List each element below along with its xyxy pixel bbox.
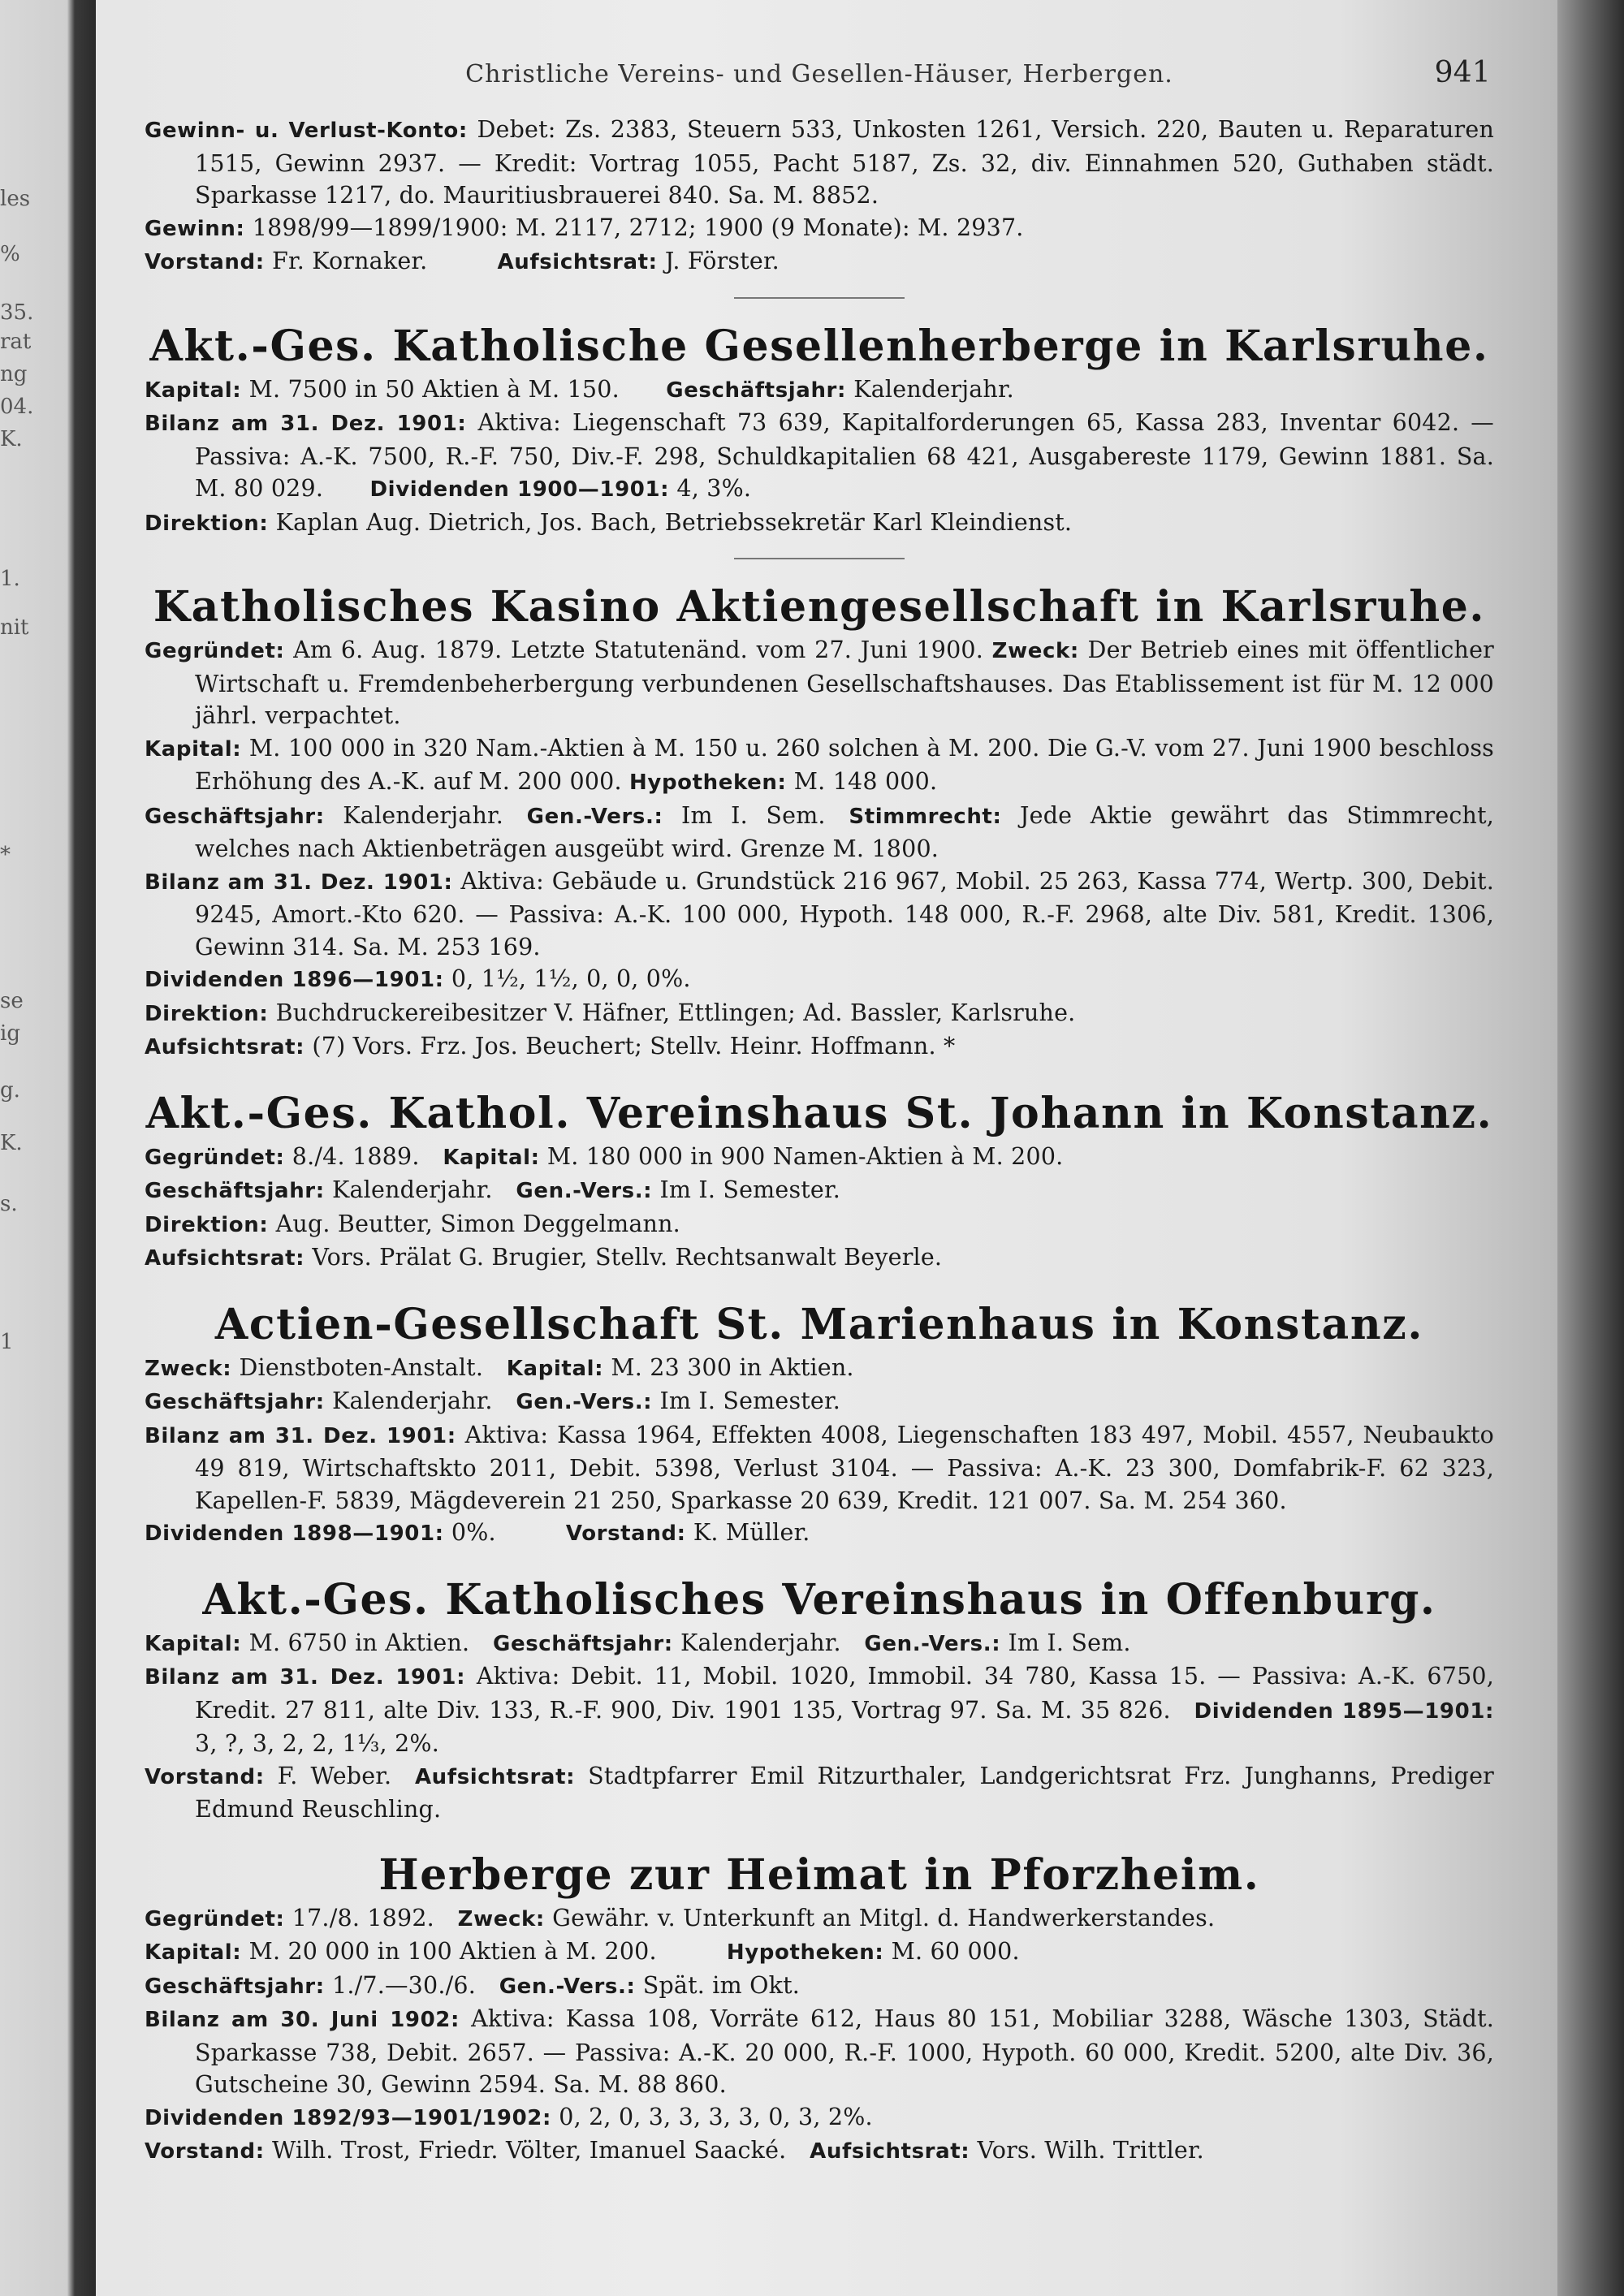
field-key: Geschäftsjahr: [493,1631,673,1656]
field-key: Dividenden 1898—1901: [145,1521,444,1546]
company-title: Katholisches Kasino Aktiengesellschaft in Karlsruhe. [153,582,1486,632]
company-entry [145,580,1494,1064]
field-value: Im I. Sem. [680,801,826,829]
field-value: Aktiva: Liegenschaft 73 639, Kapitalforderungen 65, Kassa 283, Inventar 6042. — Passiva: A.-K. 7500, R.-F. 750, Div.-F. 298, Schuldkapitalien 68 421, Ausgabereste 1179, Gewinn 1881. Sa. M. 80 029. [195,409,1494,502]
field-key: Geschäftsjahr: [666,378,846,403]
field-value: Aktiva: Kassa 108, Vorräte 612, Haus 80 151, Mobiliar 3288, Wäsche 1303, Städt. Sparkasse 738, Debit. 2657. — Passiva: A.-K. 20 000, R.-F. 1000, Hypoth. 60 000, Kredit. 5200, alte Div. 36, Gutscheine 30, Gewinn 2594. Sa. M. 88 860. [195,2005,1494,2098]
entry-line [145,1936,1494,1970]
entry-line [145,1174,1494,1208]
field-value: Im I. Sem. [1008,1629,1131,1656]
field-value: Buchdruckereibesitzer V. Häfner, Ettlingen; Ad. Bassler, Karlsruhe. [275,999,1076,1026]
company-entry [145,1849,1494,2169]
field-key: Geschäftsjahr: [145,1179,325,1203]
entry-line [145,507,1494,541]
field-value: Kalenderjahr. [332,1176,493,1203]
entry-line [145,1141,1494,1175]
neighbour-fragment: g. [0,1078,20,1103]
field-key: Bilanz am 30. Juni 1902: [145,2008,460,2032]
neighbour-fragment: 04. [0,395,34,419]
field-value: Kalenderjahr. [680,1629,841,1656]
page-content [145,58,1494,2169]
spacer [145,1826,1494,1849]
neighbour-fragment: * [0,843,11,867]
neighbour-fragment: 1. [0,567,20,591]
company-title: Herberge zur Heimat in Pforzheim. [378,1849,1260,1900]
entry-line [145,1902,1494,1936]
field-value: M. 23 300 in Aktien. [611,1353,854,1381]
field-key: Gegründet: [145,1906,285,1931]
field-value: Der Betrieb eines mit öffentlicher Wirtschaft u. Fremdenbeherbergung verbundenen Gesellschaftshauses. Das Etablissement ist für M. 12 000 jährl. verpachtet. [195,637,1494,729]
field-key: Gegründet: [145,1145,285,1170]
field-key: Gen.-Vers.: [516,1390,653,1414]
entry-line [145,1208,1494,1242]
field-value: Kalenderjahr. [853,375,1014,403]
field-key: Vorstand: [145,1764,265,1789]
prev-entry-profit-loss [145,114,1494,212]
field-value: K. Müller. [693,1519,810,1546]
field-key: Gegründet: [145,639,285,663]
field-value: Am 6. Aug. 1879. Letzte Statutenänd. vom 27. Juni 1900. [293,637,983,663]
field-key: Kapital: [145,736,242,762]
prev-entry-vorstand [145,245,1494,279]
entry-line [145,373,1494,408]
spacer [145,1275,1494,1298]
field-key: Zweck: [457,1906,545,1931]
field-key: Dividenden 1900—1901: [369,477,670,502]
entry-line [145,1970,1494,2004]
company-title: Actien-Gesellschaft St. Marienhaus in Konstanz. [214,1299,1424,1349]
company-entry [145,320,1494,541]
entry-line [145,1419,1494,1517]
field-value: Kaplan Aug. Dietrich, Jos. Bach, Betriebssekretär Karl Kleindienst. [275,508,1073,536]
entry-line [145,2003,1494,2101]
field-key: Vorstand: [145,250,265,274]
field-value: 1./7.—30./6. [332,1971,477,1999]
field-key: Dividenden 1895—1901: [1194,1698,1495,1724]
field-key: Kapital: [506,1356,604,1381]
field-key: Aufsichtsrat: [145,1246,305,1271]
field-value: Vors. Prälat G. Brugier, Stellv. Rechtsanwalt Beyerle. [312,1244,943,1271]
field-key: Kapital: [145,1940,242,1965]
company-title: Akt.-Ges. Kathol. Vereinshaus St. Johann in Konstanz. [145,1088,1493,1138]
field-key: Gen.-Vers.: [516,1179,653,1203]
field-value: (7) Vors. Frz. Jos. Beuchert; Stellv. Heinr. Hoffmann. * [312,1033,956,1060]
entry-line [145,2101,1494,2135]
entry-line [145,1385,1494,1419]
neighbour-fragment: rat [0,330,32,354]
company-entry [145,1573,1494,1826]
field-value: J. Förster. [664,248,780,274]
company-entry [145,1298,1494,1551]
entry-line [145,1760,1494,1826]
page-number: 941 [1434,56,1491,89]
field-value: Dienstboten-Anstalt. [239,1353,484,1381]
field-key: Zweck: [991,639,1079,663]
field-key: Gewinn: [145,216,245,241]
running-head-title: Christliche Vereins- und Gesellen-Häuser, Herbergen. [465,60,1173,88]
field-key: Vorstand: [565,1521,686,1546]
entry-line [145,1627,1494,1661]
neighbour-fragment: les [0,187,31,211]
field-value: Vors. Wilh. Trittler. [977,2137,1204,2164]
field-key: Gen.-Vers.: [526,804,663,829]
running-head [145,58,1494,104]
field-value: 0%. [451,1519,496,1546]
field-key: Direktion: [145,1212,269,1237]
right-page-edge [1557,0,1624,2296]
field-value: 4, 3%. [676,475,752,502]
field-value: M. 100 000 in 320 Nam.-Aktien à M. 150 u. 260 solchen à M. 200. Die G.-V. vom 27. Juni 1900 beschloss Erhöhung des A.-K. auf M. 200 000. [195,734,1495,795]
neighbour-fragment: % [0,242,20,266]
company-entry [145,1087,1494,1275]
field-value: Wilh. Trost, Friedr. Völter, Imanuel Saacké. [272,2137,787,2164]
field-key: Kapital: [443,1145,540,1170]
company-title: Akt.-Ges. Katholische Gesellenherberge in Karlsruhe. [149,321,1489,371]
entry-line [145,963,1494,997]
field-value: Aug. Beutter, Simon Deggelmann. [275,1210,680,1237]
field-value: M. 148 000. [793,768,938,795]
scanned-page [96,0,1557,2296]
field-key: Bilanz am 31. Dez. 1901: [145,412,467,436]
entry-line [145,800,1494,865]
field-key: Aufsichtsrat: [497,250,658,274]
field-value: Spät. im Okt. [642,1971,801,1999]
neighbour-page-fragments [0,0,73,2296]
field-key: Direktion: [145,1001,269,1026]
field-value: 17./8. 1892. [292,1904,434,1931]
field-value: 0, 1½, 1½, 0, 0, 0%. [451,965,691,992]
field-key: Bilanz am 31. Dez. 1901: [145,1665,466,1690]
entry-line [145,1352,1494,1386]
neighbour-fragment: ig [0,1021,20,1046]
field-value: M. 20 000 in 100 Aktien à M. 200. [248,1938,657,1965]
field-value: 8./4. 1889. [292,1142,420,1170]
field-key: Geschäftsjahr: [145,1390,325,1414]
field-key: Aufsichtsrat: [810,2139,970,2164]
field-value: 0, 2, 0, 3, 3, 3, 3, 0, 3, 2%. [559,2103,873,2130]
field-value: M. 180 000 in 900 Namen-Aktien à M. 200. [546,1142,1064,1170]
field-value: Fr. Kornaker. [272,248,428,274]
field-key: Vorstand: [145,2139,265,2164]
field-value: M. 6750 in Aktien. [248,1629,470,1656]
field-key: Bilanz am 31. Dez. 1901: [145,870,453,895]
field-value: Im I. Semester. [659,1388,840,1414]
neighbour-fragment: nit [0,615,29,640]
neighbour-fragment: 35. [0,300,34,325]
entry-line [145,634,1494,732]
neighbour-fragment: K. [0,427,23,451]
entry-line [145,1660,1494,1760]
field-key: Zweck: [145,1356,232,1381]
field-value: Debet: Zs. 2383, Steuern 533, Unkosten 1261, Versich. 220, Bauten u. Reparaturen 1515, Gewinn 2937. — Kredit: Vortrag 1055, Pacht 5187, Zs. 32, div. Einnahmen 520, Guthaben städt. Sparkasse 1217, do. Mauritiusbrauerei 840. Sa. M. 8852. [195,116,1494,209]
field-key: Stimmrecht: [849,804,1002,829]
field-key: Aufsichtsrat: [414,1764,576,1789]
entry-line [145,1030,1494,1064]
field-key: Gen.-Vers.: [864,1631,1001,1656]
field-value: Kalenderjahr. [343,801,503,829]
field-value: Aktiva: Debit. 11, Mobil. 1020, Immobil. 34 780, Kassa 15. — Passiva: A.-K. 6750, Kredit. 27 811, alte Div. 133, R.-F. 900, Div. 1901 135, Vortrag 97. Sa. M. 35 826. [195,1663,1494,1724]
field-value: Aktiva: Gebäude u. Grundstück 216 967, Mobil. 25 263, Kassa 774, Wertp. 300, Debit. 9245, Amort.-Kto 620. — Passiva: A.-K. 100 000, Hypoth. 148 000, R.-F. 2968, alte Div. 581, Kredit. 1306, Gewinn 314. Sa. M. 253 169. [195,867,1495,960]
entry-line [145,997,1494,1031]
prev-entry-gewinn [145,212,1494,246]
field-value: Stadtpfarrer Emil Ritzurthaler, Landgerichtsrat Frz. Junghanns, Prediger Edmund Reuschling. [195,1762,1495,1823]
field-value: M. 60 000. [891,1938,1020,1965]
neighbour-fragment: K. [0,1131,23,1155]
field-key: Hypotheken: [629,770,787,795]
field-value: F. Weber. [277,1762,392,1789]
field-key: Gewinn- u. Verlust-Konto: [145,119,468,143]
field-value: Jede Aktie gewährt das Stimmrecht, welches nach Aktienbeträgen ausgeübt wird. Grenze M. 1800. [195,801,1495,862]
entry-line [145,2134,1494,2169]
neighbour-fragment: s. [0,1192,18,1216]
spacer [145,1551,1494,1573]
separator-rule [734,558,905,559]
field-value: Kalenderjahr. [332,1388,493,1414]
company-title: Akt.-Ges. Katholisches Vereinshaus in Offenburg. [202,1574,1436,1625]
entry-line [145,407,1494,507]
field-key: Hypotheken: [726,1940,884,1965]
field-key: Bilanz am 31. Dez. 1901: [145,1423,456,1448]
prev-entry [145,114,1494,279]
field-key: Gen.-Vers.: [499,1974,636,1999]
spacer [145,1064,1494,1087]
field-key: Aufsichtsrat: [145,1035,305,1060]
field-value: 1898/99—1899/1900: M. 2117, 2712; 1900 (9 Monate): M. 2937. [252,214,1024,241]
separator-rule [734,297,905,299]
field-key: Direktion: [145,511,269,536]
field-value: Gewähr. v. Unterkunft an Mitgl. d. Handwerkerstandes. [552,1904,1216,1931]
field-value: Aktiva: Kassa 1964, Effekten 4008, Liegenschaften 183 497, Mobil. 4557, Neubaukto 49 819, Wirtschaftskto 2011, Debit. 5398, Verlust 3104. — Passiva: A.-K. 23 300, Domfabrik-F. 62 323, Kapellen-F. 5839, Mägdeverein 21 250, Sparkasse 20 639, Kredit. 121 007. Sa. M. 254 360. [195,1421,1494,1514]
field-key: Kapital: [145,1631,242,1656]
field-key: Geschäftsjahr: [145,804,325,829]
entry-line [145,732,1494,800]
field-key: Geschäftsjahr: [145,1974,325,1999]
field-key: Kapital: [145,378,242,403]
neighbour-fragment: ng [0,362,28,386]
neighbour-fragment: se [0,989,24,1013]
entry-line [145,865,1494,964]
field-value: M. 7500 in 50 Aktien à M. 150. [248,375,620,403]
field-key: Dividenden 1896—1901: [145,968,444,992]
field-value: Im I. Semester. [659,1176,840,1203]
entry-line [145,1517,1494,1551]
field-key: Dividenden 1892/93—1901/1902: [145,2105,551,2130]
field-value: 3, ?, 3, 2, 2, 1⅓, 2%. [195,1730,439,1757]
entry-line [145,1241,1494,1275]
neighbour-fragment: 1 [0,1330,14,1354]
